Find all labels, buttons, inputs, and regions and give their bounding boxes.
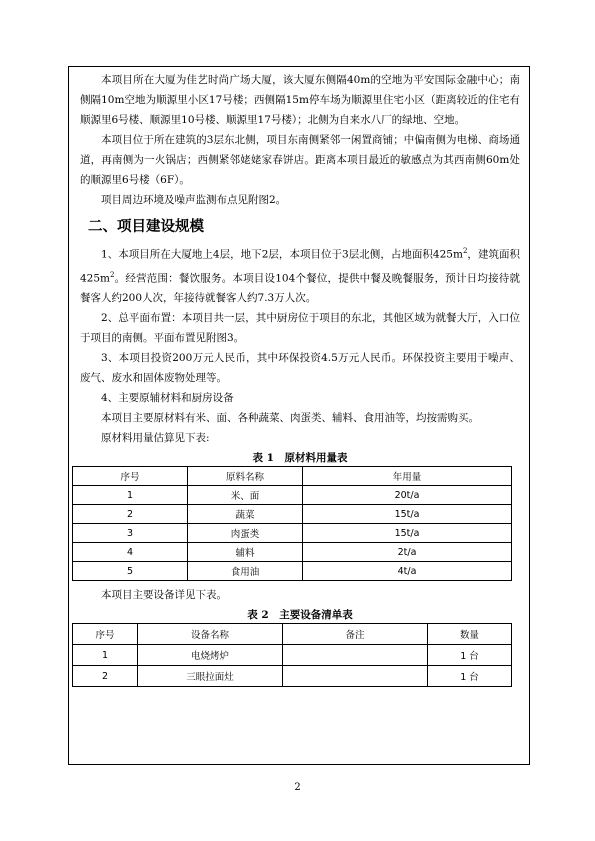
table-header-cell: 数量 — [428, 624, 512, 645]
table-cell: 电烧烤炉 — [138, 645, 283, 666]
table-cell: 1 — [73, 486, 188, 505]
item-4-materials: 本项目主要原材料有米、面、各种蔬菜、肉蛋类、辅料、食用油等，均按需购买。 — [101, 412, 479, 424]
table-row — [73, 486, 512, 505]
table-cell: 4 — [73, 543, 188, 562]
table-cell: 食用油 — [188, 562, 303, 581]
table-cell: 肉蛋类 — [188, 524, 303, 543]
table-cell: 2t/a — [303, 543, 512, 562]
table-row — [73, 666, 512, 687]
item-1-scale: 1、本项目所在大厦地上4层，地下2层，本项目位于3层北侧，占地面积$425m^2$，建筑面积$425m^2$。经营范围：餐饮服务。本项目设104个餐位，提供中餐及晚餐服务，预计日均接待就餐客人约200人次，年接待就餐客人约7.3万人次。 — [80, 247, 521, 304]
table1-caption: 表 1 原材料用量表 — [252, 452, 348, 464]
table-header-cell: 序号 — [73, 624, 138, 645]
table-header-cell: 设备名称 — [138, 624, 283, 645]
table-cell: 2 — [73, 666, 138, 687]
table-cell: 三眼拉面灶 — [138, 666, 283, 687]
item-4-heading: 4、主要原辅材料和厨房设备 — [101, 392, 234, 404]
paragraph-figure-ref: 项目周边环境及噪声监测布点见附图2。 — [101, 194, 287, 206]
table-cell — [283, 666, 428, 687]
table-cell — [283, 645, 428, 666]
table-header-cell: 备注 — [283, 624, 428, 645]
item-2-layout: 2、总平面布置：本项目共一层，其中厨房位于项目的东北，其他区域为就餐大厅，入口位于项目的南侧。平面布置见附图3。 — [80, 312, 520, 344]
table-row — [73, 505, 512, 524]
paragraph-location: 本项目位于所在建筑的3层东北侧，项目东南侧紧邻一闲置商铺；中偏南侧为电梯、商场通道，再南侧为一火锅店；西侧紧邻姥姥家春饼店。距离本项目最近的敏感点为其西南侧60m处的顺源里6号楼（6F）。 — [80, 134, 520, 186]
table-header-cell: 序号 — [73, 467, 188, 486]
table-cell: 蔬菜 — [188, 505, 303, 524]
table-cell: 15t/a — [303, 524, 512, 543]
paragraph-surroundings: 本项目所在大厦为佳艺时尚广场大厦，该大厦东侧隔40m的空地为平安国际金融中心；南侧隔10m空地为顺源里小区17号楼；西侧隔15m停车场为顺源里住宅小区（距离较近的住宅有顺源里6号楼、顺源里10号楼、顺源里17号楼）；北侧为自来水八厂的绿地、空地。 — [80, 74, 520, 126]
table-row — [73, 543, 512, 562]
equipment-table — [72, 623, 512, 687]
table-cell: 5 — [73, 562, 188, 581]
document-body — [80, 70, 520, 687]
table2-caption: 表 2 主要设备清单表 — [247, 609, 353, 621]
table-cell: 1 台 — [428, 645, 512, 666]
item-3-investment: 3、本项目投资200万元人民币，其中环保投资4.5万元人民币。环保投资主要用于噪声、废气、废水和固体废物处理等。 — [80, 352, 520, 384]
table-row — [73, 645, 512, 666]
table-cell: 3 — [73, 524, 188, 543]
table-cell: 20t/a — [303, 486, 512, 505]
table-row — [73, 524, 512, 543]
table-cell: 辅料 — [188, 543, 303, 562]
table-row — [73, 562, 512, 581]
table-header-cell: 原料名称 — [188, 467, 303, 486]
section-title: 二、项目建设规模 — [88, 219, 204, 235]
table-cell: 2 — [73, 505, 188, 524]
table-cell: 1 — [73, 645, 138, 666]
equipment-intro: 本项目主要设备详见下表。 — [101, 589, 227, 601]
table-header-row — [73, 467, 512, 486]
table-cell: 米、面 — [188, 486, 303, 505]
table-cell: 15t/a — [303, 505, 512, 524]
item-4-estimate-intro: 原材料用量估算见下表: — [101, 432, 210, 444]
materials-table — [72, 466, 512, 581]
page-number: 2 — [294, 782, 301, 793]
table-header-cell: 年用量 — [303, 467, 512, 486]
table-cell: 4t/a — [303, 562, 512, 581]
table-header-row — [73, 624, 512, 645]
table-cell: 1 台 — [428, 666, 512, 687]
frame-bottom-border — [68, 764, 530, 765]
